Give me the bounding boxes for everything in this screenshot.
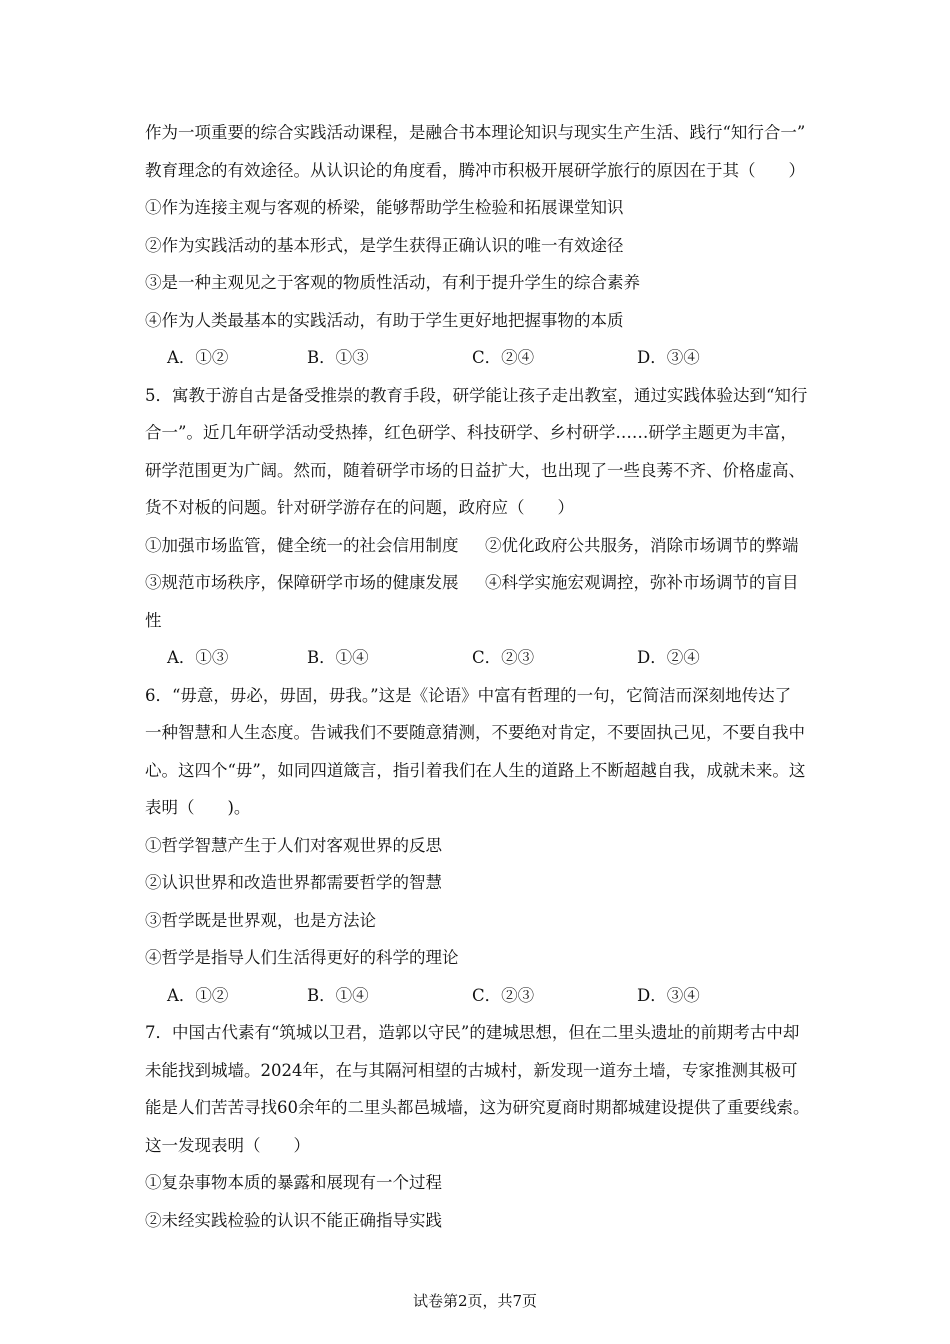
option-b[interactable]: B．①④ [307, 985, 369, 1005]
question-5-statement-wrap: 性 [145, 610, 162, 630]
option-d[interactable]: D．③④ [637, 348, 700, 367]
question-6-stem-line: 6．“毋意，毋必，毋固，毋我。”这是《论语》中富有哲理的一句，它简洁而深刻地传达了 [145, 685, 792, 705]
page-content [145, 114, 825, 1239]
question-5-statement-row [145, 527, 825, 565]
question-4-options [145, 339, 825, 377]
question-6-stem-line: 一种智慧和人生态度。告诫我们不要随意猜测，不要绝对肯定，不要固执己见，不要自我中 [145, 723, 805, 742]
question-5-stem-line: 合一”。近几年研学活动受热捧，红色研学、科技研学、乡村研学……研学主题更为丰富， [145, 423, 797, 442]
question-5-stem-line: 研学范围更为广阔。然而，随着研学市场的日益扩大，也出现了一些良莠不齐、价格虚高、 [145, 460, 805, 480]
option-c[interactable]: C．②④ [472, 348, 535, 367]
option-c[interactable]: C．②③ [472, 985, 535, 1005]
question-4-stem-line: 教育理念的有效途径。从认识论的角度看，腾冲市积极开展研学旅行的原因在于其（ ） [145, 160, 805, 180]
question-5-statement: ④科学实施宏观调控，弥补市场调节的盲目 [485, 573, 799, 592]
question-6-statement: ③哲学既是世界观，也是方法论 [145, 910, 376, 930]
question-6-stem-line: 表明（ )。 [145, 798, 251, 817]
option-a[interactable]: A．①② [167, 985, 229, 1005]
question-5-stem-line: 货不对板的问题。针对研学游存在的问题，政府应（ ） [145, 498, 574, 517]
question-4-statement: ④作为人类最基本的实践活动，有助于学生更好地把握事物的本质 [145, 310, 624, 330]
option-d[interactable]: D．②④ [637, 648, 700, 667]
question-6-statement: ④哲学是指导人们生活得更好的科学的理论 [145, 948, 459, 967]
option-a[interactable]: A．①③ [167, 648, 229, 667]
page-footer: 试卷第2页，共7页 [412, 1292, 538, 1310]
option-c[interactable]: C．②③ [472, 648, 535, 667]
question-6-stem-line: 心。这四个“毋”，如同四道箴言，指引着我们在人生的道路上不断超越自我，成就未来。这 [145, 760, 806, 780]
question-6-options [145, 977, 825, 1015]
question-5-statement: ①加强市场监管，健全统一的社会信用制度 [145, 535, 459, 555]
question-4-stem-line: 作为一项重要的综合实践活动课程，是融合书本理论知识与现实生产生活、践行“知行合一” [145, 123, 806, 142]
question-7-stem-line: 这一发现表明（ ） [145, 1135, 310, 1155]
question-4-statement: ②作为实践活动的基本形式，是学生获得正确认识的唯一有效途径 [145, 235, 624, 255]
question-5-stem-line: 5．寓教于游自古是备受推崇的教育手段，研学能让孩子走出教室，通过实践体验达到“知行 [145, 385, 808, 405]
question-5-statement: ②优化政府公共服务，消除市场调节的弊端 [485, 535, 799, 555]
question-7-stem-line: 7．中国古代素有“筑城以卫君，造郭以守民”的建城思想，但在二里头遗址的前期考古中却 [145, 1023, 800, 1042]
question-6-statement: ②认识世界和改造世界都需要哲学的智慧 [145, 873, 442, 892]
option-d[interactable]: D．③④ [637, 985, 700, 1005]
question-4-statement: ③是一种主观见之于客观的物质性活动，有利于提升学生的综合素养 [145, 273, 640, 292]
question-7-statement: ②未经实践检验的认识不能正确指导实践 [145, 1210, 442, 1230]
question-5-options [145, 639, 825, 677]
question-7-stem-line: 能是人们苦苦寻找60余年的二里头都邑城墙，这为研究夏商时期都城建设提供了重要线索。 [145, 1098, 810, 1117]
question-4-statement: ①作为连接主观与客观的桥梁，能够帮助学生检验和拓展课堂知识 [145, 198, 624, 217]
question-6-statement: ①哲学智慧产生于人们对客观世界的反思 [145, 835, 442, 855]
question-7-statement: ①复杂事物本质的暴露和展现有一个过程 [145, 1173, 442, 1192]
question-5-statement-row [145, 564, 825, 602]
option-b[interactable]: B．①③ [307, 348, 369, 367]
option-b[interactable]: B．①④ [307, 648, 369, 667]
question-5-statement: ③规范市场秩序，保障研学市场的健康发展 [145, 573, 459, 592]
question-7-stem-line: 未能找到城墙。2024年，在与其隔河相望的古城村，新发现一道夯土墙，专家推测其极可 [145, 1060, 798, 1080]
option-a[interactable]: A．①② [167, 348, 229, 367]
